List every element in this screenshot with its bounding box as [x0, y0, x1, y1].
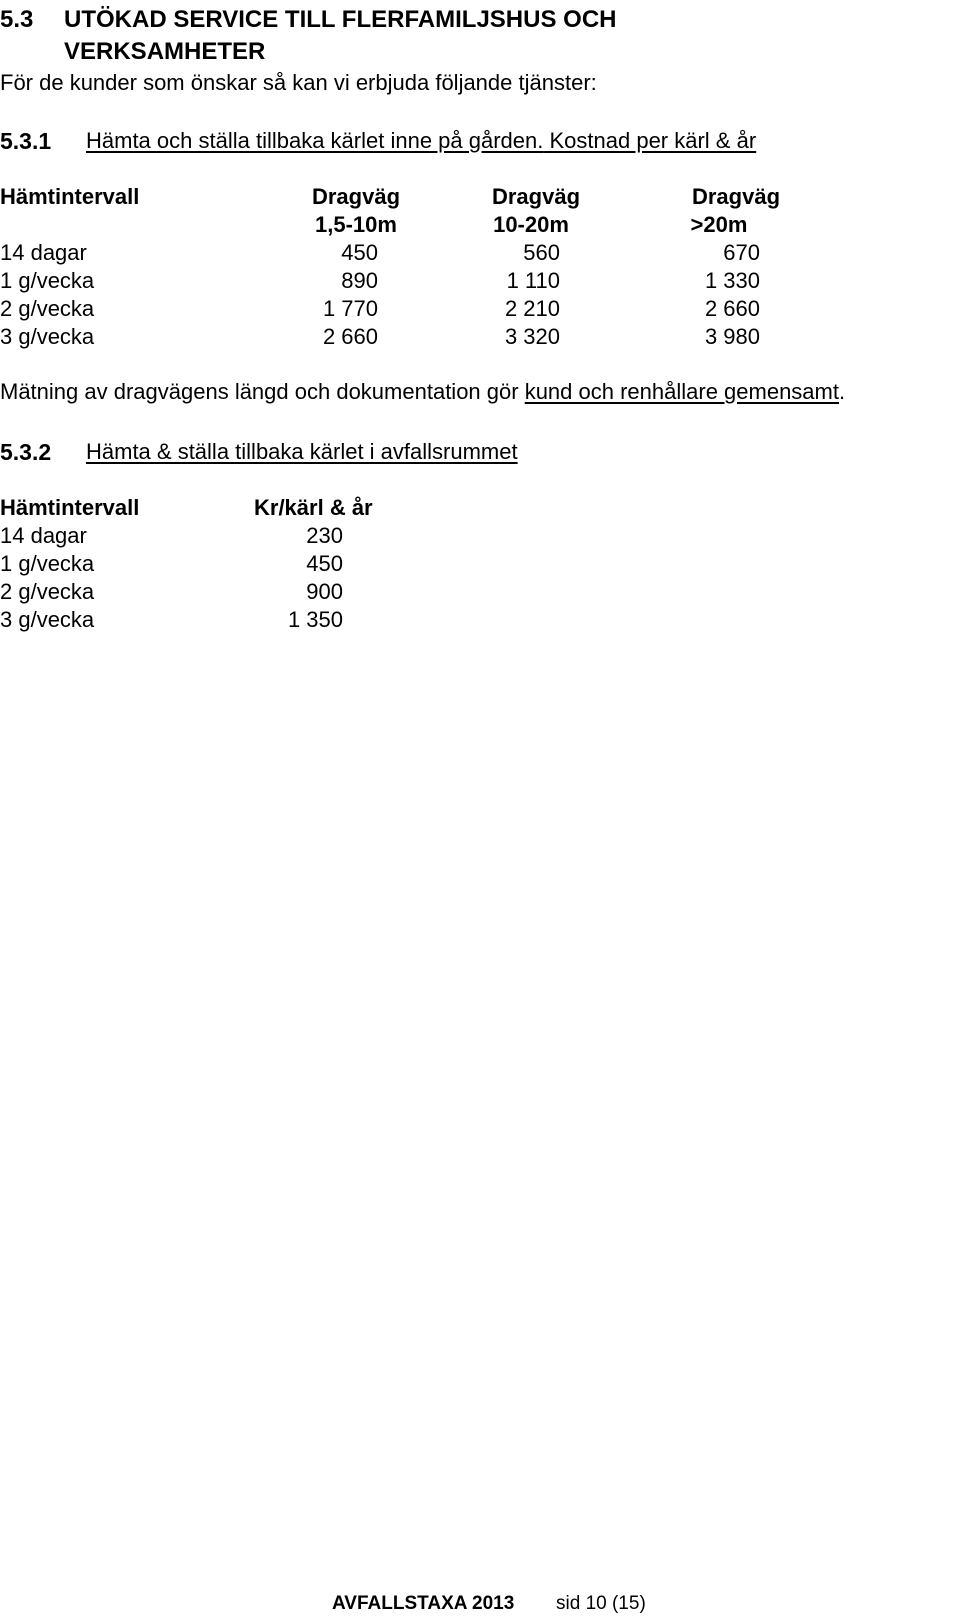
measurement-note	[0, 381, 845, 403]
table1-cell-col3: 2 660	[704, 296, 760, 321]
measurement-note-underlined: kund och renhållare gemensamt	[524, 379, 839, 404]
subsection-1-heading	[86, 130, 756, 152]
table2-cell-cost: 900	[306, 579, 343, 604]
table1-cell-col2: 2 210	[504, 296, 560, 321]
subsection-1-number: 5.3.1	[0, 128, 52, 154]
table2-cell-interval: 2 g/vecka	[0, 579, 95, 604]
table1-cell-interval: 2 g/vecka	[0, 296, 95, 321]
subsection-2-heading: Hämta & ställa tillbaka kärlet i avfallsrummet	[86, 439, 518, 464]
table1-cell-col1: 450	[341, 240, 378, 265]
table2-cell-cost: 230	[306, 523, 343, 548]
table1-cell-interval: 1 g/vecka	[0, 268, 95, 293]
subsection-1-heading-cost: Kostnad per kärl & år	[549, 128, 757, 153]
table2-cell-interval: 14 dagar	[0, 523, 87, 548]
table1-header-interval: Hämtintervall	[0, 184, 140, 209]
footer-title: AVFALLSTAXA 2013	[332, 1593, 515, 1614]
table1-cell-interval: 3 g/vecka	[0, 324, 95, 349]
table1-header-col1-line2: 1,5-10m	[315, 212, 397, 237]
table1-cell-col3: 1 330	[704, 268, 760, 293]
section-title-line2: VERKSAMHETER	[64, 38, 266, 65]
table1-cell-col2: 1 110	[506, 268, 560, 293]
subsection-2-number: 5.3.2	[0, 439, 52, 465]
measurement-note-end: .	[838, 379, 846, 404]
table2-cell-cost: 450	[306, 551, 343, 576]
section-intro: För de kunder som önskar så kan vi erbjuda följande tjänster:	[0, 70, 597, 95]
footer-page-number: sid 10 (15)	[556, 1593, 646, 1614]
measurement-note-text: Mätning av dragvägens längd och dokumentation gör	[0, 379, 525, 404]
table1-cell-col2: 3 320	[504, 324, 560, 349]
subsection-1-heading-main: Hämta och ställa tillbaka kärlet inne på gården.	[86, 128, 544, 153]
table1-cell-col1: 1 770	[322, 296, 378, 321]
table1-cell-col3: 670	[723, 240, 760, 265]
table1-header-col2-line2: 10-20m	[493, 212, 569, 237]
table1-header-col3-line1: Dragväg	[691, 184, 781, 209]
table2-header-cost: Kr/kärl & år	[254, 495, 373, 520]
section-number: 5.3	[0, 6, 34, 33]
table1-header-col1-line1: Dragväg	[311, 184, 401, 209]
table2-header-interval: Hämtintervall	[0, 495, 140, 520]
table1-cell-interval: 14 dagar	[0, 240, 87, 265]
table1-cell-col1: 890	[341, 268, 378, 293]
table2-cell-cost: 1 350	[287, 607, 343, 632]
table2-cell-interval: 3 g/vecka	[0, 607, 95, 632]
section-title-line1: UTÖKAD SERVICE TILL FLERFAMILJSHUS OCH	[64, 6, 617, 33]
table1-cell-col2: 560	[523, 240, 560, 265]
table1-header-col3-line2: >20m	[690, 212, 748, 237]
table1-cell-col1: 2 660	[322, 324, 378, 349]
table1-cell-col3: 3 980	[704, 324, 760, 349]
table2-cell-interval: 1 g/vecka	[0, 551, 95, 576]
table1-header-col2-line1: Dragväg	[491, 184, 581, 209]
